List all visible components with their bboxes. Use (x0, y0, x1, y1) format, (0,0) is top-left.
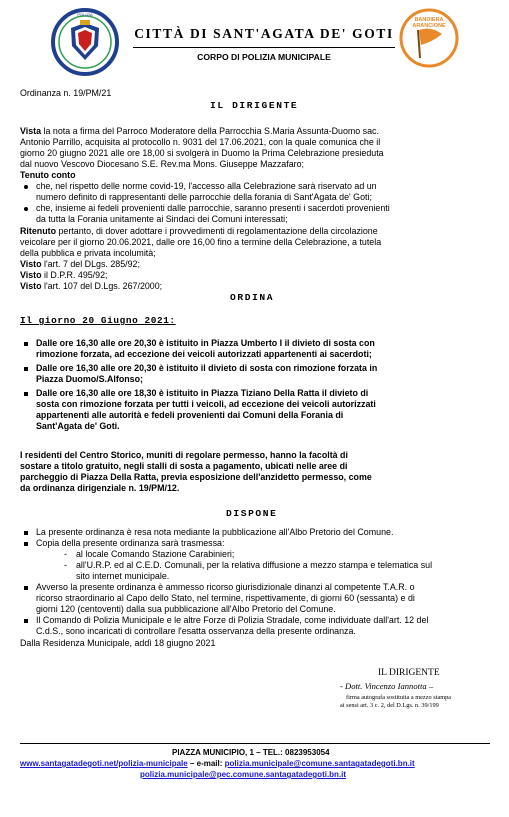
ordina-item-3-line-1: Dalle ore 16,30 alle ore 18,30 è istituito in Piazza Tiziano Della Ratta il divieto di (36, 388, 369, 398)
vista-line-4: dal nuovo Vescovo Diocesano S.E. Rev.ma Mons. Giuseppe Mazzafaro; (20, 159, 304, 169)
svg-text:ARANCIONE: ARANCIONE (412, 23, 446, 29)
dispone-heading: DISPONE (226, 508, 278, 519)
vista-line-3: giorno 20 giugno 2021 alle ore 18,00 si svolgerà in Duomo la Prima Celebrazione presieduta (20, 148, 384, 158)
dispone-item-1: La presente ordinanza è resa nota mediante la pubblicazione all'Albo Pretorio del Comune. (36, 527, 394, 537)
ordinance-number: Ordinanza n. 19/PM/21 (20, 88, 112, 98)
pec-link[interactable]: polizia.municipale@pec.comune.santagatadegoti.bn.it (140, 770, 347, 779)
list-bullet (24, 531, 28, 535)
ordina-heading: ORDINA (230, 292, 275, 303)
ritenuto-line-1: Ritenuto pertanto, di dover adottare i provvedimenti di regolamentazione della circolazione (20, 226, 378, 236)
vista-line-2: Antonio Parrillo, acquisita al protocollo n. 9031 del 17.06.2021, con la quale comunica che il (20, 137, 381, 147)
ordina-item-1-line-1: Dalle ore 16,30 alle ore 20,30 è istituito in Piazza Umberto I il divieto di sosta con (36, 338, 375, 348)
list-bullet (24, 185, 28, 189)
ritenuto-line-2: veicolare per il giorno 20.06.2021, dalle ore 16,00 fino a termine della Celebrazione, a tutela (20, 237, 382, 247)
residents-line-1: I residenti del Centro Storico, muniti di regolare permesso, hanno la facoltà di (20, 450, 348, 460)
signature-name: - Dott. Vincenzo Iannotta – (340, 681, 434, 691)
sub-bullet: - (64, 549, 67, 559)
svg-text:POLIZIA: POLIZIA (77, 12, 93, 17)
svg-text:BANDIERA: BANDIERA (414, 17, 444, 23)
residents-line-2: sostare a titolo gratuito, negli stalli di sosta a pagamento, ubicati nelle aree di (20, 461, 348, 471)
ordina-item-2-line-1: Dalle ore 16,30 alle ore 20,30 è istituito il divieto di sosta con rimozione forzata in (36, 363, 378, 373)
sub-bullet: - (64, 560, 67, 570)
list-bullet (24, 586, 28, 590)
dirigente-heading: IL DIRIGENTE (210, 100, 299, 111)
footer-divider (20, 743, 490, 744)
signature-title: IL DIRIGENTE (378, 668, 440, 678)
closing-line: Dalla Residenza Municipale, addì 18 giugno 2021 (20, 638, 216, 648)
dispone-item-4-line-2: C.d.S., sono incaricati di controllare l'esatta osservanza della presente ordinanza. (36, 626, 356, 636)
che-item-2-line-1: che, insieme ai fedeli provenienti dalle parrocchie, saranno presenti i sacerdoti provenienti (36, 203, 390, 213)
list-bullet (24, 619, 28, 623)
list-bullet (24, 207, 28, 211)
che-item-1-line-1: che, nel rispetto delle norme covid-19, l'accesso alla Celebrazione sarà riservato ad un (36, 181, 377, 191)
residents-line-3: parcheggio di Piazza Della Ratta, previa esposizione dell'anzidetto permesso, come (20, 472, 372, 482)
signature-note-1: firma autografa sostituita a mezzo stampa (346, 694, 452, 701)
department-title: CORPO DI POLIZIA MUNICIPALE (197, 52, 331, 62)
dispone-item-2: Copia della presente ordinanza sarà trasmessa: (36, 538, 225, 548)
ordina-item-2-line-2: Piazza Duomo/S.Alfonso; (36, 374, 143, 384)
list-bullet (24, 342, 28, 346)
website-link[interactable]: www.santagatadegoti.net/polizia-municipale (20, 759, 188, 768)
visto-line-2: Visto il D.P.R. 495/92; (20, 270, 108, 280)
dispone-sub-item-1: al locale Comando Stazione Carabinieri; (76, 549, 235, 559)
police-crest-logo (44, 8, 126, 76)
footer-pec (140, 770, 346, 779)
list-bullet (24, 367, 28, 371)
dispone-item-4-line-1: Il Comando di Polizia Municipale e le altre Forze di Polizia Stradale, come individuate dall'art. 12 del (36, 615, 429, 625)
ritenuto-line-3: della pubblica e privata incolumità; (20, 248, 156, 258)
bandiera-arancione-logo (398, 8, 460, 68)
ordina-item-1-line-2: rimozione forzata, ad eccezione dei veicoli autorizzati appartenenti ai sacerdoti; (36, 349, 372, 359)
list-bullet (24, 392, 28, 396)
dispone-item-3-line-3: giorni 120 (centoventi) dalla sua pubblicazione all'Albo Pretorio del Comune. (36, 604, 336, 614)
residents-line-4: da ordinanza dirigenziale n. 19/PM/12. (20, 483, 180, 493)
ordina-date-line: Il giorno 20 Giugno 2021: (20, 315, 176, 326)
dispone-sub-item-2-line-2: sito internet municipale. (76, 571, 170, 581)
email-link[interactable]: polizia.municipale@comune.santagatadegoti.bn.it (224, 759, 415, 768)
che-item-1-line-2: numero definito di rappresentanti delle parrocchie della forania di Sant'Agata de' Goti; (36, 192, 372, 202)
footer-address: PIAZZA MUNICIPIO, 1 – TEL.: 0823953054 (172, 748, 330, 757)
dispone-item-3-line-2: ricorso straordinario al Capo dello Stato, nel termine, rispettivamente, di giorni 60 (sessanta) e di (36, 593, 415, 603)
signature-note-2: ai sensi art. 3 c. 2, del D.Lgs. n. 39/199 (340, 702, 439, 709)
header-divider (133, 47, 395, 48)
che-item-2-line-2: da tutta la Forania unitamente ai Sindaci dei Comuni interessati; (36, 214, 288, 224)
vista-line-1: Vista la nota a firma del Parroco Moderatore della Parrocchia S.Maria Assunta-Duomo sac. (20, 126, 379, 136)
footer-contacts: www.santagatadegoti.net/polizia-municipale – e-mail: polizia.municipale@comune.santagatadegoti.bn.it (20, 759, 415, 768)
ordina-item-3-line-2: sosta con rimozione forzata per tutti i veicoli, ad eccezione dei veicoli autorizzati (36, 399, 376, 409)
visto-line-1: Visto l'art. 7 del DLgs. 285/92; (20, 259, 140, 269)
tenuto-conto-label: Tenuto conto (20, 170, 76, 180)
city-title: CITTÀ DI SANT'AGATA DE' GOTI (134, 26, 394, 41)
ordina-item-3-line-3: appartenenti alle autorità e fedeli provenienti dai Comuni della Forania di (36, 410, 344, 420)
dispone-item-3-line-1: Avverso la presente ordinanza è ammesso ricorso giurisdizionale dinanzi al competente T.A.R. o (36, 582, 415, 592)
ordina-item-3-line-4: Sant'Agata de' Goti. (36, 421, 120, 431)
dispone-sub-item-2-line-1: all'U.R.P. ed al C.E.D. Comunali, per la relativa diffusione a mezzo stampa e telematica sul (76, 560, 433, 570)
list-bullet (24, 542, 28, 546)
visto-line-3: Visto l'art. 107 del D.Lgs. 267/2000; (20, 281, 163, 291)
